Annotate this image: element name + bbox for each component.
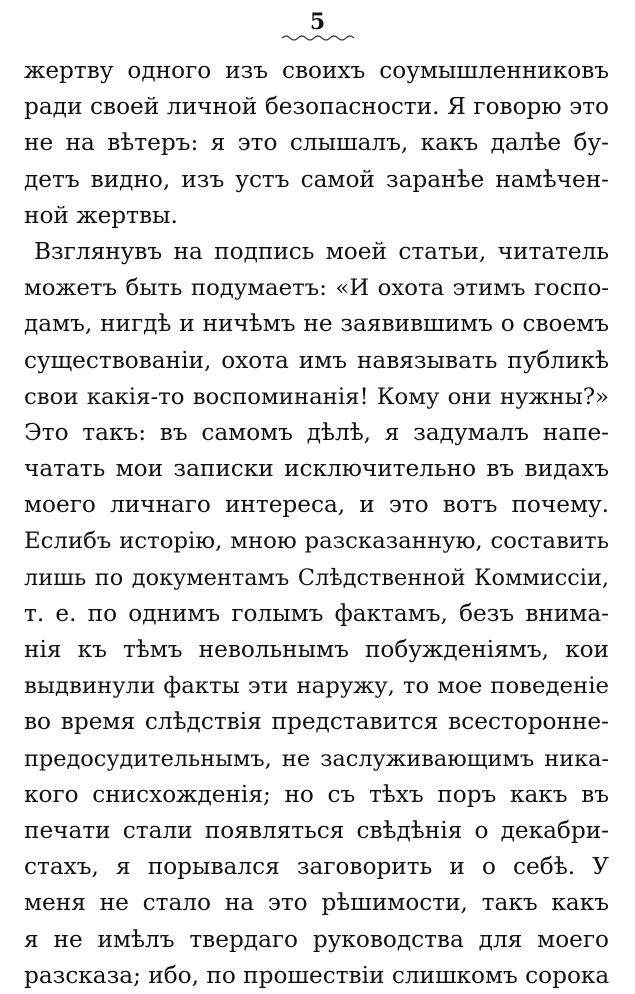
text-line: существованіи, охота имъ навязывать публикѣ [24, 346, 609, 374]
text-line: свои какія-то воспоминанія! Кому они нужны?» [24, 383, 609, 410]
text-line: предосудительнымъ, не заслуживающимъ ника- [24, 745, 609, 772]
text-line: выдвинули факты эти наружу, то мое поведеніе [24, 673, 609, 700]
text-line: чатать мои записки исключительно въ видахъ [24, 455, 609, 483]
text-line: меня не стало на это рѣшимости, такъ какъ [24, 889, 609, 917]
text-line: разсказа; ибо, по прошествіи слишкомъ сорока [24, 961, 609, 989]
text-line: я не имѣлъ твердаго руководства для моего [24, 925, 609, 953]
text-line: нія къ тѣмъ невольнымъ побужденіямъ, кои [24, 636, 609, 663]
text-line: Это такъ: въ самомъ дѣлѣ, я задумалъ напе- [24, 418, 609, 446]
text-line: детъ видно, изъ устъ самой заранѣе намѣчен- [24, 165, 609, 193]
text-line: т. е. по однимъ голымъ фактамъ, безъ внима- [24, 599, 609, 627]
text-line: моего личнаго интереса, и это вотъ почему. [24, 491, 609, 519]
text-line: ной жертвы. [24, 201, 178, 229]
page-number: 5 [309, 9, 326, 35]
body-text [24, 53, 609, 994]
text-line: ради своей личной безопасности. Я говорю это [24, 93, 609, 121]
text-line: Еслибъ исторію, мною разсказанную, составить [24, 528, 609, 555]
text-line: кого снисхожденія; но съ тѣхъ поръ какъ въ [24, 780, 609, 808]
text-line: лишь по документамъ Слѣдственной Коммиссіи, [24, 564, 609, 591]
text-line: не на вѣтеръ: я это слышалъ, какъ далѣе бу- [24, 129, 609, 157]
text-line: печати стали появляться свѣдѣнія о декабри- [24, 816, 609, 844]
paragraph-start-line: Взглянувъ на подпись моей статьи, читатель [34, 237, 609, 265]
wave-ornament-icon [282, 34, 354, 42]
text-line: жертву одного изъ своихъ соумышленниковъ [24, 57, 609, 84]
text-line: во время слѣдствія представится всесторонне- [24, 708, 609, 736]
text-line: дамъ, нигдѣ и ничѣмъ не заявившимъ о своемъ [24, 310, 609, 338]
text-line: стахъ, я порывался заговорить и о себѣ. У [24, 853, 609, 881]
text-line: можетъ быть подумаетъ: «И охота этимъ госпо- [24, 275, 609, 302]
